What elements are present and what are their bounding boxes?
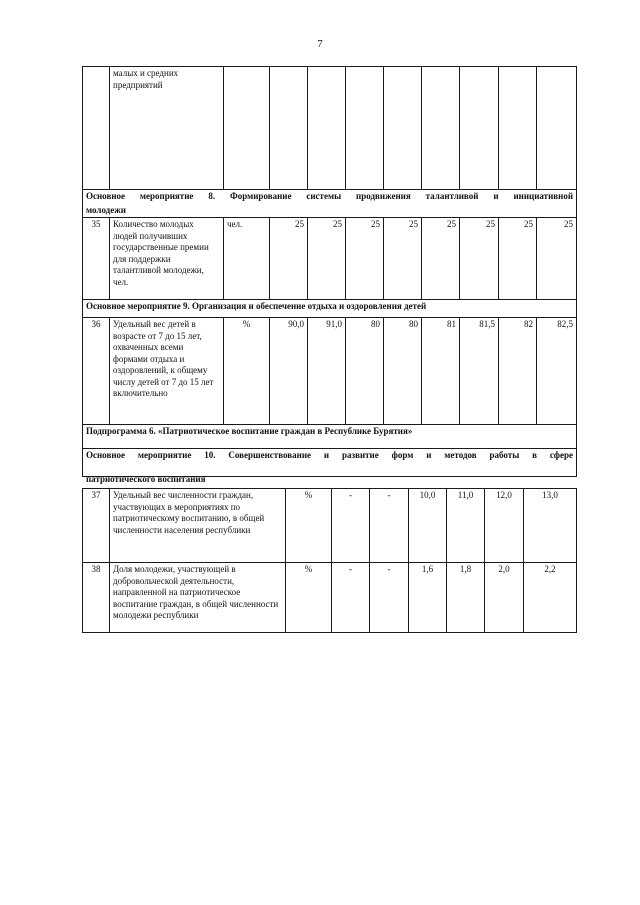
table-row-38 — [83, 563, 577, 633]
value-cell: - — [370, 563, 409, 633]
row-number: 36 — [83, 318, 110, 425]
value-cell: 80 — [384, 318, 422, 425]
table-row-36 — [83, 318, 577, 425]
value-cell: 25 — [346, 218, 384, 300]
section-8-title-line2: молодежи — [86, 205, 126, 215]
value-cell: 1,8 — [447, 563, 485, 633]
indicator-name: Количество молодых людей получивших государственные премии для поддержки талантливой молодежи, чел. — [110, 218, 224, 300]
table-row-continuation — [83, 67, 577, 190]
indicator-name: Удельный вес детей в возрасте от 7 до 15 лет, охваченных всеми формами отдыха и оздоровлений, к общему числу детей от 7 до 15 лет включительно — [110, 318, 224, 425]
unit-cell: % — [286, 489, 332, 563]
value-cell: 2,0 — [485, 563, 524, 633]
unit-cell: % — [224, 318, 270, 425]
page-number: 7 — [317, 38, 323, 50]
indicator-name-cell: малых и средних предприятий — [110, 67, 224, 190]
value-cell: 90,0 — [270, 318, 308, 425]
row-number-cell — [83, 67, 110, 190]
unit-cell: чел. — [224, 218, 270, 300]
value-cell: 2,2 — [524, 563, 577, 633]
unit-cell: % — [286, 563, 332, 633]
value-cell: 25 — [499, 218, 537, 300]
section-row — [83, 190, 577, 218]
table-row-35 — [83, 218, 577, 300]
indicators-table-top — [82, 66, 577, 477]
section-10-title-line1: Основное мероприятие 10. Совершенствование и развитие форм и методов работы в сфере — [86, 450, 573, 460]
value-cell: 81 — [422, 318, 460, 425]
subprogram-row — [83, 425, 577, 449]
section-row — [83, 449, 577, 477]
value-cell: 12,0 — [485, 489, 524, 563]
value-cell: - — [332, 563, 370, 633]
value-cell: 25 — [460, 218, 499, 300]
value-cell: 91,0 — [308, 318, 346, 425]
value-cell: 10,0 — [409, 489, 447, 563]
indicator-name: Доля молодежи, участвующей в добровольческой деятельности, направленной на патриотическое воспитание граждан, в общей численности молодежи республики — [110, 563, 286, 633]
value-cell: 25 — [308, 218, 346, 300]
section-9-title: Основное мероприятие 9. Организация и обеспечение отдыха и оздоровления детей — [83, 300, 577, 318]
subprogram-6-title: Подпрограмма 6. «Патриотическое воспитание граждан в Республике Бурятия» — [83, 425, 577, 449]
row-number: 37 — [83, 489, 110, 563]
value-cell: 80 — [346, 318, 384, 425]
section-8-title-line1: Основное мероприятие 8. Формирование системы продвижения талантливой и инициативной — [86, 191, 573, 201]
value-cell: 25 — [422, 218, 460, 300]
row-number: 35 — [83, 218, 110, 300]
row-number: 38 — [83, 563, 110, 633]
value-cell: 1,6 — [409, 563, 447, 633]
value-cell: 25 — [270, 218, 308, 300]
indicator-name: Удельный вес численности граждан, участвующих в мероприятиях по патриотическому воспитанию, в общей численности населения республики — [110, 489, 286, 563]
value-cell: 13,0 — [524, 489, 577, 563]
value-cell: 81,5 — [460, 318, 499, 425]
value-cell: 25 — [537, 218, 577, 300]
table-row-37 — [83, 489, 577, 563]
section-row — [83, 300, 577, 318]
value-cell: 82 — [499, 318, 537, 425]
value-cell: - — [332, 489, 370, 563]
value-cell: 82,5 — [537, 318, 577, 425]
value-cell: 11,0 — [447, 489, 485, 563]
value-cell: - — [370, 489, 409, 563]
indicators-table-bottom — [82, 488, 577, 633]
section-10-title-line2: патриотического воспитания — [86, 474, 206, 484]
value-cell: 25 — [384, 218, 422, 300]
